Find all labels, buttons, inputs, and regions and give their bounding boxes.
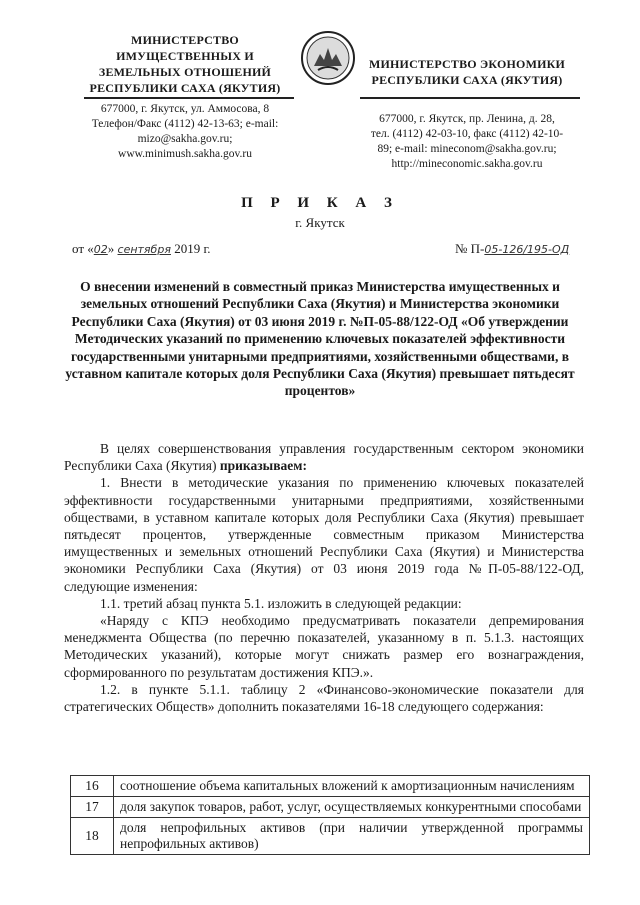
order-title: П Р И К А З (241, 195, 399, 211)
ministry-economy-name: МИНИСТЕРСТВО ЭКОНОМИКИ РЕСПУБЛИКИ САХА (ЯКУТИЯ) (368, 57, 566, 87)
ministry-economy-address: 677000, г. Якутск, пр. Ленина, д. 28, тел. (4112) 42-03-10, факс (4112) 42-10- 89; e-mail: mineconom@sakha.gov.ru; http://mineconomic.sakha.gov.ru (370, 113, 564, 170)
date-month: сентября (117, 243, 171, 256)
order-city: г. Якутск (295, 215, 345, 230)
paragraph-intro: В целях совершенствования управления государственным сектором экономики Республики Саха (Якутия) приказываем: (64, 441, 584, 474)
paragraph-1-1-quote: «Наряду с КПЭ необходимо предусматривать показатели депремирования менеджмента Общества (по перечню показателей, указанному в п. 5.1.3. настоящих Методических указаний), которые могут снижать размер его вознаграждения, сформированного по результатам достижения КПЭ.». (64, 613, 584, 680)
letterhead-right (352, 56, 582, 172)
paragraph-1-1: 1.1. третий абзац пункта 5.1. изложить в следующей редакции: (100, 595, 462, 611)
row-text: доля закупок товаров, работ, услуг, осуществляемых конкурентными способами (114, 797, 590, 818)
order-date: от «02» сентября 2019 г. (72, 241, 211, 256)
date-day: 02 (93, 243, 108, 256)
paragraph-1-2: 1.2. в пункте 5.1.1. таблицу 2 «Финансово-экономические показатели для стратегических Обществ» дополнить показателями 16-18 следующего содержания: (64, 681, 584, 715)
table-row (71, 776, 590, 797)
coat-of-arms-icon (300, 30, 356, 86)
indicators-table (70, 775, 590, 855)
ministry-property-address: 677000, г. Якутск, ул. Аммосова, 8 Телефон/Факс (4112) 42-13-63; e-mail: mizo@sakha.gov.ru; www.minimush.sakha.gov.ru (91, 103, 279, 160)
row-number: 18 (71, 818, 114, 855)
row-number: 17 (71, 797, 114, 818)
row-text: соотношение объема капитальных вложений к амортизационным начислениям (114, 776, 590, 797)
paragraph-1: 1. Внести в методические указания по применению ключевых показателей эффективности государственными унитарными предприятиями, хозяйственными обществами, в уставном капитале которых доля Республики Саха (Якутия) превышает пятьдесят процентов, утвержденные совместным приказом Министерства имущественных и земельных отношений Республики Саха (Якутия) и Министерства экономики Республики Саха (Якутия) от 03 июня 2019 года №П-05-88/122-ОД, следующие изменения: (64, 475, 584, 594)
letterhead-divider-right (360, 97, 580, 99)
ministry-property-name: МИНИСТЕРСТВО ИМУЩЕСТВЕННЫХ И ЗЕМЕЛЬНЫХ ОТНОШЕНИЙ РЕСПУБЛИКИ САХА (ЯКУТИЯ) (89, 33, 281, 95)
letterhead-divider-left (84, 97, 294, 99)
row-text: доля непрофильных активов (при наличии утвержденной программы непрофильных активов) (114, 818, 590, 855)
table-row (71, 797, 590, 818)
row-number: 16 (71, 776, 114, 797)
order-body (64, 440, 584, 715)
order-number-value: 05-126/195-ОД (484, 243, 570, 256)
order-heading: О внесении изменений в совместный приказ Министерства имущественных и земельных отношений Республики Саха (Якутия) и Министерства экономики Республики Саха (Якутия) от 03 июня 2019 г. №П-05-88/122-ОД «Об утверждении Методических указаний по применению ключевых показателей эффективности государственными унитарными предприятиями, хозяйственными обществами, в уставном капитале которых доля Республики Саха (Якутия) превышает пятьдесят процентов» (65, 279, 575, 399)
order-number: № П-05-126/195-ОД (455, 241, 570, 256)
table-row (71, 818, 590, 855)
